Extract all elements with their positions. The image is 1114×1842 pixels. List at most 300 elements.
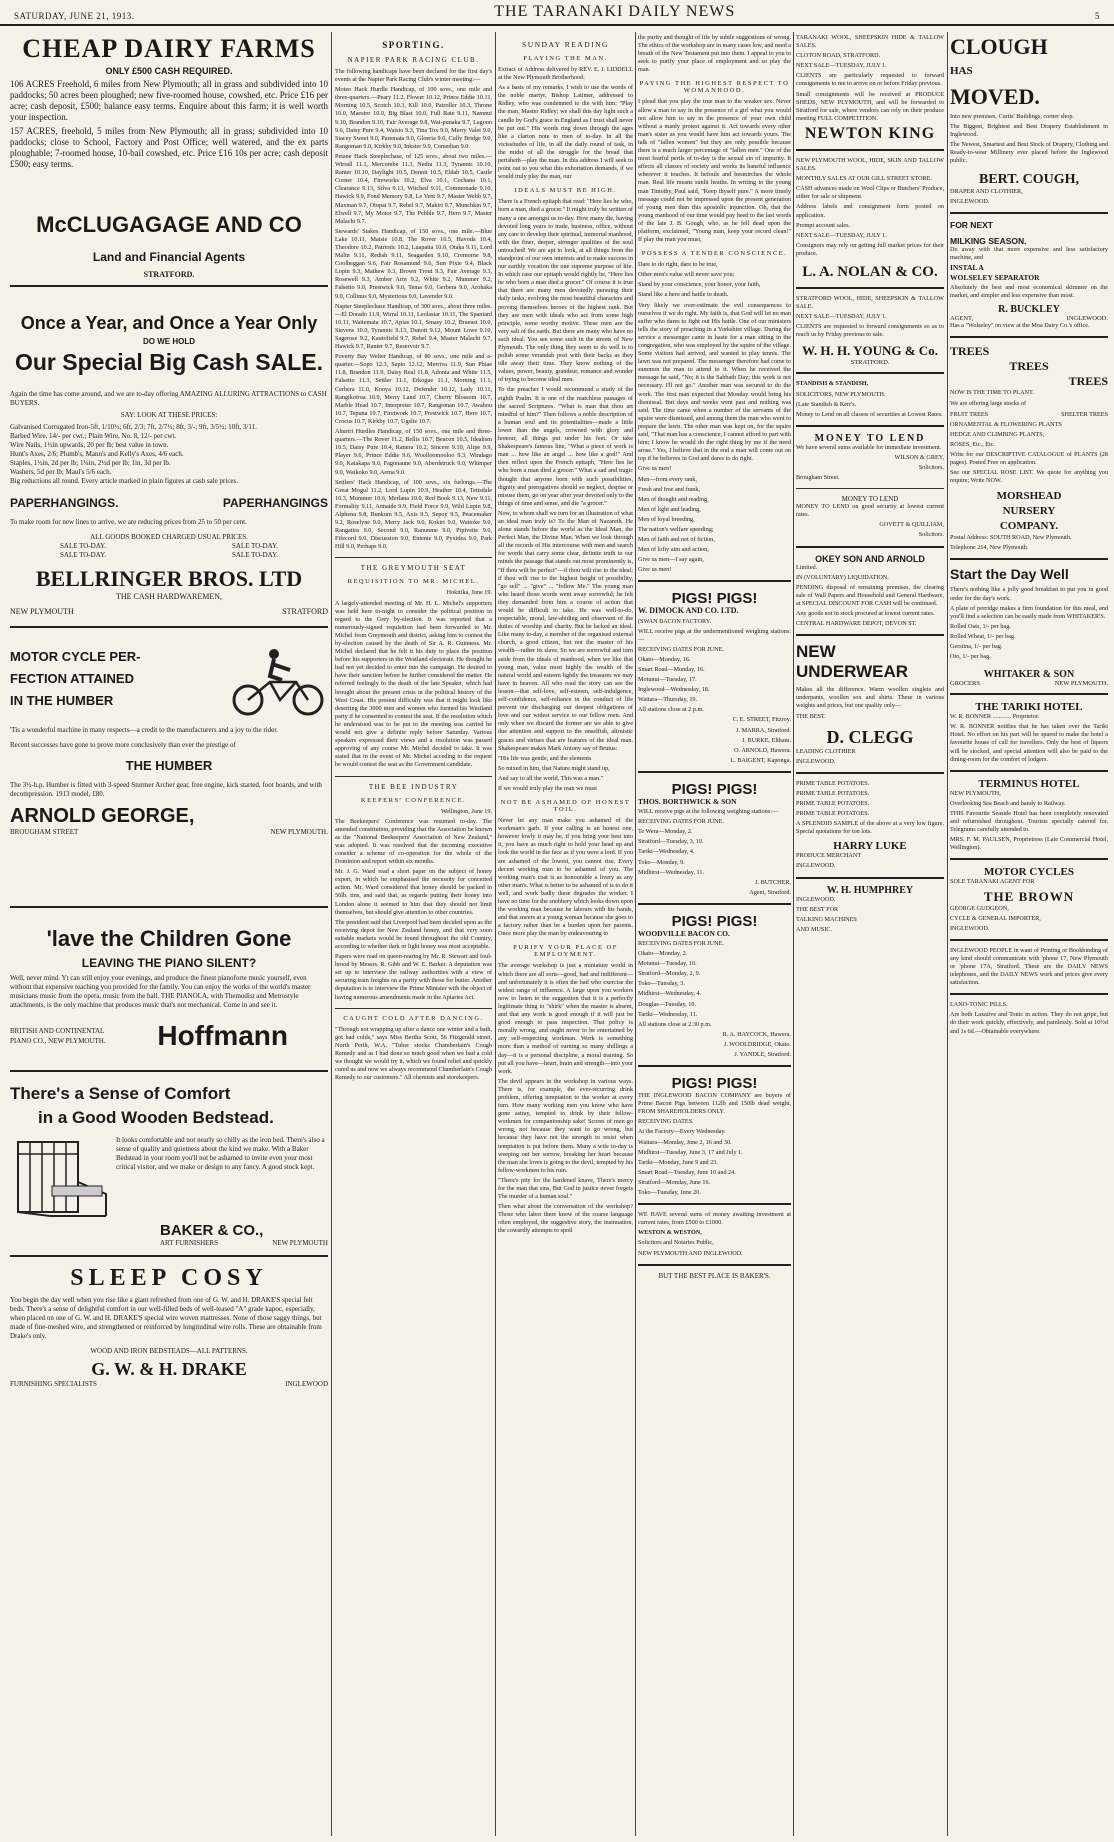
- ad-paragraph: Has a "Wolseley" on view at the Moa Dairy Co.'s office.: [950, 322, 1090, 330]
- ad-paragraph: Again the time has come around, and we are to-day offering AMAZING ALLURING ATTRACTIONS to CASH BUYERS.: [10, 390, 327, 407]
- sale-today: SALE TO-DAY.: [231, 542, 278, 550]
- firm-name: R. BUCKLEY: [998, 304, 1060, 316]
- column-rule: [635, 32, 636, 1836]
- verse-line: Men of lofty aim and action,: [638, 546, 709, 554]
- verse-line: Give us men!: [638, 465, 672, 473]
- verse-line: Other men's value will never save you;: [638, 271, 735, 279]
- article-paragraph: If we would truly play the man we must: [498, 784, 597, 792]
- article-paragraph: The president said that Liverpool had been decided upon as the receiving depot for New Zealand honey, and that very soon suitable markets would be found throughout the old Country, according to whether dark or light honey was most acceptable.: [335, 918, 492, 950]
- quote-line: So mixed in him, that Nature might stand up,: [498, 764, 610, 772]
- firm-name-line: NURSERY: [1002, 505, 1056, 518]
- schedule-line: Motunui—Tuesday, 17.: [638, 676, 697, 684]
- firm-town: STRATFORD.: [143, 270, 195, 279]
- article-paragraph: the purity and thought of life by subtle suggestions of wrong. The ethics of the workshop are in many cases low, and need a breath of the New Testament put into them. I appeal to you to seek to purify your place of employment and so play the man.: [638, 34, 791, 74]
- schedule-line: All stations close at 2.30 p.m.: [638, 1020, 712, 1028]
- proprietor-line: W. R. BONNER ............ Proprietor.: [950, 713, 1039, 721]
- firm-location: NEW PLYMOUTH: [10, 607, 74, 616]
- sale-date: NEXT SALE—TUESDAY, JULY 1.: [796, 231, 887, 239]
- ad-paragraph: MONEY TO LEND on good security at lowest current rates.: [796, 503, 944, 519]
- verse-line: The nation's welfare speeding;: [638, 525, 714, 533]
- ad-paragraph: CLIENTS are requested to forward consignments so as to reach us by Friday previous to sale.: [796, 323, 944, 339]
- article-paragraph: I plead that you play the true man to the weaker sex. Never allow a man to say in the presence of a girl what you would not allow him to say in the presence of your own child without a manly protest against it. Act towards every other man's sister as you would have him act towards yours. The talk of "fallen women" but they are only possible because there is a much larger percentage of "fallen men." One of the most fearful perils of to-day is the sexual sin of impurity. It affects all classes of society and works its baneful influence wherever it touches. It befouls and besmirches the whole man. Real life means sunlit heaths. In writing to the young man Timothy, Paul said, "Keep thyself pure." A more timely message could not be impressed upon the present generation of young men than this apostolic injunction. Oh, that the young manhood of our time would pay heed to the last words of the late J. B. Gough, who, as he fell dead upon the platform, exclaimed, "Young man, keep your record clean!" If play the man you must,: [638, 98, 791, 244]
- article-paragraph: Poverty Bay Welter Handicap, of 80 sovs., one mile and a-quarter.—Sopo 12.3, Sapio 12.12, Merriva 11.9, Sun Phiae 11.8, Brandon 11.9, Daisy Real 11.8, Adonia and White 11.5, Falsetto 11.3, Settler 11.1, Erkogue 11.1, Morning 11.1, Cerbera 11.0, Kooya 10.12, Defender 10.12, Lady 10.11, Rangikoiroa 10.9, Merry Land 10.7, Cherry Blossom 10.7, Marble Head 10.7, Interpreter 10.7, Rangoman 10.7, Awahou 10.7, Tepuna 10.7, Firetwork 10.7, Prestwick 10.7, Hero 10.7, Crocus 10.7, Kirkby 10.7, Ugslie 10.7.: [335, 353, 492, 425]
- ad-headline-line: HAS: [950, 65, 973, 77]
- firm-name-line: COMPANY.: [999, 520, 1059, 533]
- schedule-line: Smart Road—Monday, 16.: [638, 666, 705, 673]
- column-shop-ads: [950, 34, 1108, 1834]
- article-subheading: POSSESS A TENDER CONSCIENCE.: [641, 250, 788, 258]
- ad-paragraph: The Biggest, Brightest and Best Drapery Establishment in Inglewood.: [950, 123, 1108, 139]
- verse-line: Give us men!: [638, 566, 672, 574]
- firm-location: BROUGHAM STREET: [10, 828, 79, 836]
- ad-note: RECEIVING DATES FOR JUNE.: [638, 818, 724, 826]
- ad-subheadline: IN (VOLUNTARY) LIQUIDATION.: [796, 573, 889, 581]
- price-line: Rolled Oats, 1/- per bag.: [950, 622, 1011, 630]
- firm-location: NEW PLYMOUTH AND INGLEWOOD.: [638, 1249, 743, 1257]
- column-rule: [793, 32, 794, 1836]
- ad-paragraph: THIS Favourite Seaside Hotel has been completely renovated and refurnished throughout. Tourists specially catered for. Telegrams carefully attended to.: [950, 809, 1108, 834]
- ad-note: THE BEST FOR: [796, 905, 839, 913]
- ad-paragraph: The 3½-h.p. Humber is fitted with 3-speed Sturmer Archer gear, free engine, kick started, foot boards, and with decompression. 1913 model, £80.: [10, 781, 322, 798]
- ad-paragraph: WE HAVE several sums of money awaiting investment at current rates, from £500 to £1000.: [638, 1211, 791, 1227]
- price-line: Barbed Wire, 14/- per cwt.; Plain Wire, No. 8, 12/- per cwt.: [10, 432, 177, 440]
- ad-headline: TARANAKI WOOL, SHEEPSKIN HIDE & TALLOW SALES.: [796, 34, 944, 50]
- firm-location: INGLEWOOD.: [796, 757, 836, 765]
- article-paragraph: Settlers' Hack Handicap, of 100 sovs., six furlongs.—The Great Mogul 11.2, Lord Lupin 10.9, Heather 10.4, Tetisdale 10.3, Mummer 10.6, Merlana 10.0, Red Book 9.13, New 9.11, Formality 9.11, Annaide 9.9, Field Force 9.9, Wild Lupin 9.8, Alphena 9.8, Bunkum 9.5, Axis 9.5, Sepoy 9.5, Peacemaker 9.2, Roselyne 9.0, Merry Jack 9.0, Kokiri 9.0, Waitoke 9.0, Rangatira 9.0, Second 9.0, Ranunme 9.0, Pipivette 9.0, Fifecord 9.0, Discussion 9.0, Entente 9.0, Pyxidea 9.0, Park Hill 9.0, Perhaps 9.0.: [335, 478, 492, 551]
- firm-name: D. CLEGG: [826, 726, 914, 747]
- article-paragraph: "Through not wrapping up after a dance one winter and a bath, got bad colds," says Miss Bertha Scott, 56 Fitzgerald street, North Perth, W.A. "Tuber stocks Chamberlain's Cough Remedy and as I had done so much good when we had a cold we thought we would try it, which we found relief and quickly cured us and now we always recommend Chamberlain's Cough Remedy to our customers." All chemists and storekeepers.: [335, 1025, 492, 1082]
- ad-headline: Start the Day Well: [950, 566, 1069, 583]
- verse-line: Fresh and free and frank,: [638, 485, 701, 493]
- ad-paragraph: WILL receive pigs at the undermentioned weighing stations:—: [638, 627, 791, 643]
- firm-name: McCLUGAGAGE AND CO: [36, 212, 302, 237]
- ad-paragraph: There's nothing like a jolly good breakfast to put you in good order for the day's work.: [950, 586, 1108, 602]
- article-paragraph: Then what about the conversation of the workshop? Those who labor there know of the coarse language often employed, the suggestive story, the insinuation, the cowardly attempts to spoil: [498, 1203, 633, 1235]
- ad-paragraph: Are both Laxative and Tonic in action. They do not gripe, but do their work quickly, effectively, and painlessly. Sold at 10½d and 1s 6d.—Obtainable everywhere.: [950, 1011, 1108, 1035]
- agent-line: J. BUTCHER,: [755, 878, 791, 886]
- ad-headline: MONEY TO LEND: [841, 495, 899, 504]
- ad-headline: Our Special Big Cash SALE.: [14, 349, 324, 375]
- article-paragraph: Ahuriri Hurdles Handicap, of 150 sovs., one mile and three-quarters.—The Rover 11.2, Bellis 10.7, Beacon 10.5, Idealism 10.5, Daisy Pure 10.4, Ranera 10.2, Sincere 9.10, Alipe 9.9, Player 9.6, Prince Eddie 9.6, Woolloomooloo 9.3, Windago 9.0, Kaiakapa 9.0, Fagonaune 9.0, Aberdstruck 9.0, Whimper 9.0, Waikoko 9.0, Aema 9.0.: [335, 428, 492, 476]
- schedule-line: Midhirst—Wednesday, 4.: [638, 990, 702, 998]
- firm-location: NEW PLYMOUTH.: [1054, 680, 1108, 688]
- ad-note: RECEIVING DATES FOR JUNE.: [638, 939, 724, 947]
- agent-line: J. YANDLE, Stratford.: [734, 1051, 791, 1058]
- ad-subheadline: ONLY £500 CASH REQUIRED.: [105, 66, 233, 76]
- firm-location: NEW PLYMOUTH: [272, 1239, 328, 1247]
- firm-name: ARNOLD GEORGE,: [10, 805, 195, 827]
- firm-name: WILSON & GREY,: [894, 453, 944, 461]
- ad-headline-line: FECTION ATTAINED: [10, 671, 134, 686]
- ad-note: RECEIVING DATES.: [638, 1118, 694, 1126]
- ad-paragraph: Money to Lend on all classes of securities at Lowest Rates.: [796, 410, 943, 418]
- schedule-line: Inglewood—Wednesday, 18.: [638, 686, 710, 694]
- article-headline: CAUGHT COLD AFTER DANCING.: [343, 1014, 484, 1022]
- schedule-line: Okato—Monday, 2.: [638, 950, 688, 958]
- firm-subtitle: Solicitors.: [918, 531, 944, 539]
- verse-line: Dare to do right, dare to be true,: [638, 261, 718, 269]
- article-subheadline: KEEPERS' CONFERENCE.: [360, 796, 467, 804]
- product-line: PRIME TABLE POTATOES.: [796, 789, 870, 797]
- firm-name-line: MORSHEAD: [996, 490, 1062, 503]
- schedule-line: Toko—Monday, 9.: [638, 858, 685, 866]
- ad-paragraph: Into new premises, Curtis' Buildings, corner shop.: [950, 113, 1074, 120]
- firm-subtitle: (Late Standish & Kerr's.: [796, 400, 857, 408]
- schedule-line: Waitara—Thursday, 19.: [638, 696, 698, 704]
- agent-line: R. A. HAYCOCK, Hawera.: [722, 1030, 791, 1038]
- schedule-line: Stratford—Monday, June 16.: [638, 1178, 711, 1186]
- ad-headline: in a Good Wooden Bedstead.: [38, 1108, 274, 1127]
- article-paragraph: Napier Steeplechase Handicap, of 300 sovs., about three miles.—El Dorado 11.9, Wirral 10.11, Leolastar 10.11, The Spaniard 10.11, Waitemata 10.7, Apias 10.1, Smasy 10.2, Braeust 10.0, Stevens 10.0, Tyrannic 9.13, Dunott 9.12, Mount Lowe 9.10, Sagerose 9.2, Kautofield 9.7, Rebel 9.4, Master Malachi 9.7, Hawick 9.7, Ranter 9.7, Reservoir 9.7.: [335, 302, 492, 351]
- ad-headline-line: CLOUGH: [950, 34, 1048, 59]
- sale-today: SALE TO-DAY.: [231, 551, 278, 559]
- newspaper-title: THE TARANAKI DAILY NEWS: [494, 3, 736, 20]
- agent-line: O. ARNOLD, Hawera.: [734, 746, 791, 754]
- article-headline: THE GREYMOUTH SEAT: [360, 564, 467, 573]
- article-subheading: NOT BE ASHAMED OF HONEST TOIL.: [500, 799, 631, 814]
- article-subheadline: REQUISITION TO MR. MICHEL.: [347, 578, 480, 586]
- price-line: Gerstina, 1/- per bag.: [950, 643, 1003, 650]
- motorcycle-illustration: [230, 646, 326, 718]
- ad-paragraph: PENDING disposal of remaining premises, the clearing sale of Wall Papers and Household and General Hardware, at SPECIAL DISCOUNT FOR CASH will be continued.: [796, 583, 944, 607]
- ad-headline: TERMINUS HOTEL: [978, 777, 1080, 790]
- ad-note: RECEIVING DATES FOR JUNE.: [638, 645, 724, 653]
- ad-paragraph: It looks comfortable and not nearly so chilly as the iron bed. There's also a sense of quality and quietness about the kind we make. With a Baker Bedstead in your room you'll not be ashamed to invite even your most critical visitor, and we make or design to any fancy. A good stock kept.: [116, 1136, 325, 1171]
- firm-name: BRITISH AND CONTINENTAL: [10, 1027, 105, 1035]
- piano-ad: [10, 926, 328, 1052]
- firm-location: STRATFORD: [282, 607, 328, 616]
- schedule-line: Midhirst—Tuesday, June 3, 17 and July 1.: [638, 1148, 743, 1156]
- verse-line: Stand like a hero and battle to death.: [638, 291, 729, 299]
- price-line: Oto, 1/- per bag.: [950, 653, 991, 661]
- ad-subheadline: NOW IS THE TIME TO PLANT.: [950, 389, 1034, 397]
- schedule-line: Smart Road—Tuesday, June 10 and 24.: [638, 1168, 736, 1176]
- section-heading: SPORTING.: [382, 40, 445, 50]
- article-subheading: IDEALS MUST BE HIGH.: [514, 187, 617, 195]
- ad-subheadline: INSTAL A: [950, 262, 984, 272]
- firm-name: HARRY LUKE: [833, 840, 907, 853]
- ad-paragraph: Absolutely the best and most economical skimmer on the market, and simpler and less expensive than most.: [950, 284, 1108, 300]
- ad-paragraph: 'Tis a wonderful machine in many respects—a credit to the manufacturers and a joy to the rider.: [10, 726, 278, 734]
- sale-date: NEXT SALE—TUESDAY, JULY 1.: [796, 313, 887, 321]
- verse-line: Men of thought and reading,: [638, 495, 709, 503]
- product-name: WOLSELEY SEPARATOR: [950, 273, 1040, 283]
- cash-sale-ad: [10, 313, 328, 616]
- paperhangings-label: PAPERHANGINGS.: [10, 496, 119, 510]
- firm-subtitle: Solicitors.: [918, 464, 944, 471]
- article-dateline: Wellington, June 19.: [440, 807, 492, 815]
- schedule-line: Stratford—Monday, 2, 9.: [638, 970, 701, 978]
- product-line: HEDGE AND CLIMBING PLANTS,: [950, 430, 1045, 438]
- price-line: Big reductions all round. Every article marked in plain figures at cash sale prices.: [10, 477, 239, 485]
- price-line: Rolled Wheat, 1/- per bag.: [950, 632, 1016, 640]
- ad-paragraph: To make room for new lines to arrive, we are reducing prices from 25 to 50 per cent.: [10, 518, 247, 526]
- ad-headline: MONEY TO LEND: [814, 432, 926, 444]
- quote-line: And say to all the world, This was a man.": [498, 774, 604, 782]
- schedule-line: Douglas—Tuesday, 10.: [638, 1000, 696, 1008]
- product-line: SHELTER TREES: [1061, 410, 1108, 418]
- schedule-line: Okato—Monday, 16.: [638, 655, 691, 663]
- ad-note: Prompt account sales.: [796, 221, 851, 229]
- column-reading-and-pigs: [638, 34, 791, 1834]
- firm-location: INGLEWOOD.: [1066, 315, 1108, 323]
- firm-name: W. H. H. YOUNG & Co.: [802, 343, 938, 359]
- schedule-line: Stratford—Tuesday, 3, 10.: [638, 838, 704, 846]
- ad-paragraph: CLIENTS are particularly requested to forward consignments to me to arrive on or before Friday previous.: [796, 72, 944, 88]
- ad-subheadline: CLOTON ROAD, STRATFORD.: [796, 52, 881, 60]
- ad-subheadline: LEAVING THE PIANO SILENT?: [81, 956, 257, 970]
- sleep-cosy-ad: [10, 1265, 328, 1388]
- ad-headline: There's a Sense of Comfort: [10, 1084, 231, 1103]
- ad-paragraph: You begin the day well when you rise like a giant refreshed from one of G. W. and H. DRAKE'S special felt beds. There's a sense of delightful comfort in our well-filled beds of well-teased "A" grade kapoc, especially, when placed on one of G. W. and H. DRAKE'S special wire woven mattresses. None of those saggy things, but made of fine-meshed wire, and strengthened or reinforced by longitudinal wire rolls. These are obtainable from Drake's only.: [10, 1296, 322, 1340]
- paperhangings-label: PAPERHANGINGS: [222, 496, 328, 510]
- firm-subtitle: LEADING CLOTHIER: [796, 747, 856, 755]
- firm-subtitle: PRODUCE MERCHANT: [796, 852, 862, 860]
- product-name: THE BROWN: [983, 888, 1075, 904]
- firm-role: Land and Financial Agents: [92, 250, 246, 264]
- schedule-line: Tariki—Monday, June 9 and 23.: [638, 1158, 718, 1166]
- ad-paragraph: WILL receive pigs at the following weighing stations:—: [638, 808, 779, 816]
- schedule-line: Toko—Tuesday, June 20.: [638, 1189, 701, 1197]
- article-subheading: PURIFY YOUR PLACE OF EMPLOYMENT.: [513, 944, 618, 959]
- agent-line: L. BAIGENT, Kaponga.: [730, 756, 791, 764]
- quote-line: "His life was gentle, and the elements: [498, 754, 592, 762]
- firm-location: Brougham Street.: [796, 474, 840, 482]
- ad-paragraph: Do away with that more expensive and less satisfactory machine, and: [950, 245, 1108, 261]
- schedule-line: Midhirst—Wednesday, 11.: [638, 868, 705, 876]
- ad-paragraph: Well, never mind. Yt can still enjoy your evenings, and produce the finest pianoforte music yourself, even without that expensive teaching you provided for the family. You can enjoy the works of the world's master musicians music from the opera, music from the hall. THE PIANOLA, with Themodist and Metrostyle attachments, is the only machine that produces music that's not mechanical. Come in and see it.: [10, 974, 311, 1009]
- ad-subheadline: SOLE TARANAKI AGENT FOR: [950, 878, 1035, 886]
- product-line: PRIME TABLE POTATOES.: [796, 799, 870, 807]
- ad-paragraph: We have several sums available for immediate investment.: [796, 443, 942, 451]
- price-line: Wire Nails, 1½in upwards, 20 per lb; best value in town.: [10, 441, 169, 449]
- verse-line: Men of faith and not of fiction,: [638, 536, 715, 544]
- ad-headline: [950, 34, 1108, 109]
- verse-line: Men of loyal breeding,: [638, 515, 695, 523]
- price-line: Washers, 5d per lb; Maul's 5/6 each.: [10, 468, 112, 476]
- price-line: Hunt's Axes, 2/6; Plumb's, Mann's and Kelly's Axes, 4/6 each.: [10, 450, 184, 458]
- article-dateline: Hokitika, June 19.: [446, 589, 492, 597]
- ad-note: ALL GOODS BOOKED CHARGED USUAL PRICES.: [90, 533, 248, 541]
- ad-headline: LANO-TONIC PILLS.: [950, 1001, 1008, 1009]
- ad-paragraph: The Newest, Smartest and Best Stock of Drapery, Clothing and Ready-to-wear Millinery ever placed before the Inglewood public.: [950, 141, 1108, 165]
- ad-headline: CHEAP DAIRY FARMS: [22, 34, 316, 63]
- firm-name: WOODVILLE BACON CO.: [638, 928, 730, 938]
- ad-headline-line: IN THE HUMBER: [10, 693, 114, 708]
- firm-address: Postal Address: SOUTH ROAD, New Plymouth.: [950, 534, 1072, 542]
- ad-note: AND MUSIC.: [796, 925, 833, 933]
- proprietor-line: MRS. F. M. PAULSEN, Proprietress (Late Commercial Hotel, Wellington).: [950, 836, 1108, 852]
- schedule-line: Te Wera—Monday, 2.: [638, 828, 693, 836]
- firm-name: L. A. NOLAN & CO.: [802, 263, 938, 280]
- firm-subtitle: Limited.: [796, 563, 818, 571]
- ad-paragraph: Small consignments will be received at PRODUCE SHEDS, NEW PLYMOUTH, and will be forwarded to Stratford for sale, where vendors can rely on their produce meeting FULL COMPETITION.: [796, 90, 944, 122]
- firm-name: BERT. COUGH,: [979, 171, 1079, 187]
- firm-name: GEORGE GUDGEON,: [950, 904, 1009, 912]
- column-sunday-reading: [498, 34, 633, 1834]
- product-line: PRIME TABLE POTATOES.: [796, 779, 870, 787]
- verse-line: Give us men—I say again,: [638, 556, 704, 564]
- ad-headline: PIGS! PIGS!: [671, 1075, 758, 1093]
- price-list-heading: SAY: LOOK AT THESE PRICES:: [120, 411, 218, 419]
- firm-name: THOS. BORTHWICK & SON: [638, 796, 737, 806]
- article-paragraph: The Beekeepers' Conference was resumed to-day. The amended constitution, providing that the Association be known as the "National Beekeepers' Association of New Zealand," was adopted. It was resolved that the incoming executive consider a scheme of co-operation for the whole of the Dominion and report within six months.: [335, 817, 492, 866]
- ad-paragraph: THE INGLEWOOD BACON COMPANY are buyers of Prime Bacon Pigs between 112lb and 150lb dead weight, FROM SHAREHOLDERS ONLY.: [638, 1092, 791, 1116]
- article-paragraph: There is a French epitaph that read: "Here lies he who, born a man, died a grocer." It might truly be written of many a one amongst us to-day. How many die, having devoted long years to trade, business, office, without any care to develop their spiritual, immortal manhood, with the finer, deeper, stronger qualities of the soul untouched! We are apt to look, at all things from the standpoint of our own interests and to make success in our earthly vocation the one supreme purpose of life. In which case our epitaph would rightly be, "Here lies he who born a man died a grocer." Of course it is true that there are many men devotedly pursuing their daily tasks, evolving the most beautiful characters and proving themselves heroes of the highest rank. But they are men with ideals who act from some high principle, some worthy motive. These men are the very salt of the earth. But there are many who have no such ideal. You see some such in the streets of New Plymouth. The only thing they seem to do well is to polish some verandah post with their backs as they idle away their time. They know nothing of the values, power, beauty, grandeur, romance and wonder of trying to become ideal men.: [498, 198, 633, 384]
- dairy-farms-ad: [10, 34, 328, 279]
- page-number: 5: [1094, 11, 1100, 21]
- firm-location: CENTRAL HARDWARE DEPOT, DEVON ST.: [796, 620, 917, 628]
- article-paragraph: Petane Hack Steeplechase, of 125 sovs., about two miles.—Wirrall 11.1, Mercombe 11.3, Nedra 11.3, Tyrannic 10.10, Ranter 10.10, Daylight 10.5, Dennit 10.5, Eldah 10.5, Castle Corner 10.4, Fireworks 10.2, Elva 10.1, Cochana 10.1, Clearance 9.13, Silva 9.13, Witched 9.11, Commonade 9.10, Hawick 9.9, Fond Memory 9.8, Le Vent 9.7, Master Webb 9.7, Maxman 9.7, Otopai 9.7, Rebel 9.7, Makiri 9.7, Munchkin 9.7, Elwell 9.7, My Motor 9.7, The Pebble 9.7, Hero 9.7, Master Malachi 9.7.: [335, 152, 492, 225]
- article-paragraph: Mr. J. G. Ward read a short paper on the subject of honey export, in which he emphasised the necessity for concerted action. Mr. Ward considered that honey should be packed in 56lb. tins, and said that, as regards putting their honey into London alone it seemed to him that they should not limit themselves, but should give attention to other countries.: [335, 868, 492, 916]
- bedstead-ad: [10, 1084, 328, 1247]
- piano-brand: Hoffmann: [157, 1020, 288, 1051]
- ad-paragraph: Consignors may rely on getting full market prices for their produce.: [796, 241, 944, 257]
- firm-subtitle: Solicitors and Notaries Public,: [638, 1239, 714, 1247]
- ad-paragraph: Any goods not in stock procured at lowest current rates.: [796, 610, 935, 618]
- firm-location: INGLEWOOD: [285, 1380, 328, 1388]
- ad-note: TALKING MACHINES: [796, 915, 857, 923]
- agent-line: J. MARRA, Stratford.: [736, 726, 791, 734]
- ad-paragraph: Makes all the difference. Warm woollen singlets and underpants, woollen sox and shirts. These in various weights and prices, but one quality only—: [796, 686, 944, 710]
- column-rule: [331, 32, 332, 1836]
- ad-paragraph: 106 ACRES Freehold, 6 miles from New Plymouth; all in grass and subdivided into 10 paddocks; 50 acres been ploughed; new five-roomed house, cowshed, etc. Price £16 per acre; cash deposit, £500; balance easy terms. Enquire about this farm; it is well worth your inspection.: [10, 79, 328, 122]
- firm-location: INGLEWOOD.: [950, 197, 990, 205]
- article-paragraph: Moteo Hack Hurdle Handicap, of 100 sovs., one mile and three-quarters.—Peary 11.2, Flower 10.12, Prince Eddie 10.11, Morning 10.5, Scotch 10.3, Kill 10.0, Patroller 10.3, Throne 10.0, Maestro 10.0, Big Blast 10.0, Full Rate 9.11, Namnui 9.10, Brandon 9.10, Fair Average 9.8, Wai-punaka 9.7, Lagoon 9.6, Daisy Pure 9.4, Waisio 9.3, Tina Tox 9.0, Merry Valet 9.0, Stacey Sweet 9.0, Paremata 9.0, Gloeria 9.0, Cully Bridge 9.0, Rangoman 9.0, Kirkby 9.0, Inkster 9.0, Comedian 9.0.: [335, 86, 492, 150]
- firm-name: G. W. & H. DRAKE: [91, 1359, 247, 1379]
- article-paragraph: The average workshop is just a miniature world in which there are all sorts—good, bad and indifferent—and unfortunately it is often the bad who exercise the widest range of influence. A large upon you workers now to listen to the suggestion that it is a perfectly legitimate thing to "shirk" when the master is absent, and that any work is good enough if it will just be good enough to pass inspection. That policy is morally wrong, and ought never to be entertained by any self-respecting workman. Work is something more than a method of earning so many shillings a day—it is a personal discipline, a moral training. So put all you have—heart, brain and strength—into your work.: [498, 962, 633, 1075]
- ad-headline: PIGS! PIGS!: [671, 912, 758, 930]
- firm-location: NEW PLYMOUTH.: [270, 828, 328, 836]
- firm-name: BELLRINGER BROS. LTD: [35, 566, 303, 591]
- firm-subtitle: DRAPER AND CLOTHIER,: [950, 187, 1023, 195]
- firm-name: [950, 489, 1108, 534]
- column-sporting: [335, 34, 492, 1834]
- firm-subtitle: THE CASH HARDWAREMEN,: [116, 592, 222, 601]
- firm-name: W. DIMOCK AND CO. LTD.: [638, 606, 739, 616]
- ad-headline: SLEEP COSY: [70, 1265, 268, 1291]
- ad-paragraph: CASH advances made on Wool Clips or Butchers' Produce, either for sale or shipment.: [796, 185, 944, 201]
- firm-location: INGLEWOOD.: [796, 895, 836, 903]
- firm-name: BAKER & CO.,: [160, 1222, 264, 1239]
- ad-slogan: BUT THE BEST PLACE IS BAKER'S.: [658, 1271, 771, 1280]
- ad-headline: THE TARIKI HOTEL: [975, 701, 1083, 714]
- sale-today: SALE TO-DAY.: [60, 551, 107, 559]
- ad-note: WOOD AND IRON BEDSTEADS—ALL PATTERNS.: [90, 1347, 248, 1355]
- ad-headline: TREES: [1009, 359, 1049, 374]
- schedule-line: All stations close at 2 p.m.: [638, 706, 704, 714]
- product-line: PRIME TABLE POTATOES.: [796, 810, 870, 818]
- column-produce-ads: [796, 34, 944, 1834]
- firm-subtitle: (SWAN BACON FACTORY.: [638, 617, 712, 625]
- article-paragraph: Stewards' Stakes Handicap, of 150 sovs., one mile.—Blue Lake 10.11, Maisie 10.8, The Rover 10.5, Havoda 10.4, Theodore 10.2, Patriotic 10.2, Luapaiia 10.0, Otaka 9.11, Lord Malin 9.11, Redish 9.11, Seagarden 9.10, Cremorne 9.8, Coolbeggan 9.6, Fair Rosamund 9.6, Sun Pixie 9.4, Black Lopin 9.3, Mathew 9.3, Brown Trout 9.3, Fair Average 9.3, Rosewell 9.3, Amber Arm 9.2, White 9.2, Mummer 9.2, Falsetto 9.0, Prestwick 9.0, Tema 9.0, Gerbera 9.0, Arohaka 9.0, Collinus 9.0, Mysterious 9.0, Lavender 9.0.: [335, 227, 492, 300]
- ad-headline: MILKING SEASON.: [950, 235, 1027, 246]
- firm-location: INGLEWOOD.: [950, 924, 990, 932]
- firm-subtitle: SOLICITORS, NEW PLYMOUTH.: [796, 390, 886, 398]
- firm-location: NEW PLYMOUTH,: [950, 789, 1001, 797]
- ad-headline-line: NEW: [796, 642, 836, 662]
- humber-motorcycle-ad: [10, 646, 328, 866]
- firm-name: STANDISH & STANDISH,: [796, 380, 869, 388]
- ad-note: THE BEST.: [796, 712, 826, 720]
- schedule-line: Tariki—Wednesday, 4.: [638, 848, 695, 856]
- article-paragraph: Never let any man make you ashamed of the workman's garb. If your calling is an honest one, however lowly it may be, if you bring your best into it, you have as much right to hold your head up and look the world in the face as if you were a lord. If you are ashamed of the lowest, you cannot rise. Every decent working man to be ashamed of you. The working man's coat is as honourable a livery as any other man's. What is better to be ashamed of is to do it well, and work badly these degrades the worker. I have no time for the snobbery which looks down upon the working man because he labours with his hands, and that sneers at a young woman because she goes to a factory rather than be a burden upon her parents. Once more play the man by endeavouring to: [498, 817, 633, 938]
- schedule-line: At the Factory—Every Wednesday.: [638, 1128, 726, 1136]
- ad-headline: FOR NEXT: [950, 219, 993, 230]
- ad-paragraph: We are offering large stocks of: [950, 399, 1027, 407]
- ad-headline: TREES: [1068, 374, 1108, 389]
- ad-paragraph: 157 ACRES, freehold, 5 miles from New Plymouth; all in grass; subdivided into 10 paddocks; close to School, Factory and Post Office; well watered, and the ex parts ploughable; 7-roomed house, 10-bail cowshed, etc. Price £16 10s per acre; cash deposit £500; easy terms.: [10, 126, 328, 169]
- issue-date: SATURDAY, JUNE 21, 1913.: [14, 11, 135, 21]
- article-paragraph: Very likely we over-estimate the evil consequences to ourselves if we do right. My faith is, that God will let no man suffer who dares to fight out His battle. One of our ministers tells the story of preaching in a Yorkshire village. During the service a messenger came in haste for a man sitting in the congregation, who was employed by the squire of the village. Some visitors had arrived, and wanted to play tennis. The lawn was not prepared. The messenger therefore had come to summon the man to attend to it. When he received the message he said, "No; it is the Sabbath Day; this work is not necessary. I'll not go." Another man was secured to do the work. The first man expected that Monday would bring his dismissal. But days and weeks went past and nothing was said. The time came when a number of the servants of the squire were dismissed, and among them the man who went to prepare the lawn. The other man was kept on, for the squire said, "That man has a conscience; I cannot afford to part with him; I know he would do the right thing by me if the need arose." Yes, I believe that in the end a man will come out on top if he believes in God and dares to do right.: [638, 301, 791, 463]
- firm-subtitle: AGENT,: [950, 315, 974, 323]
- firm-location: INGLEWOOD.: [796, 862, 836, 870]
- article-headline: THE BEE INDUSTRY: [368, 782, 459, 791]
- ad-paragraph: Write for our DESCRIPTIVE CATALOGUE of PLANTS (28 pages). Posted Free on application.: [950, 450, 1108, 466]
- masthead: [0, 0, 1114, 26]
- article-headline: PLAYING THE MAN.: [523, 55, 608, 62]
- ad-headline-line: MOTOR CYCLE PER-: [10, 649, 141, 664]
- product-line: ORNAMENTAL & FLOWERING PLANTS: [950, 420, 1062, 428]
- agent-line: J. WOOLDRIDGE, Okato.: [723, 1040, 791, 1048]
- article-paragraph: As a basis of my remarks, I wish to use the words of the noble martyr, Bishop Latimer, addressed to Ridley, who was condemned to die with him: "Play the man, Master Ridley; we shall this day light such a candle by God's grace in England as I trust shall never be put out." His words ring down through the ages like a clarion note to men of to-day. In all the vicissitudes of life, in all the daily round of task, in the midst of all the struggle for the bread that perisheth—play the man. In this address I will seek to point out to you what this exhortation demands, if we would truly play the man, our: [498, 84, 633, 181]
- article-paragraph: Papers were read on queen-rearing by Mr. R. Stewart and foul-brood by Messrs. R. Gibb and W. E. Barker. A deputation was set up to interview the railway authorities with a view of securing train freights on a parity with those for butter. Another deputation is to interview the Prime Minister with the object of having numerous amendments made in the Apiaries Act.: [335, 953, 492, 1001]
- article-paragraph: The devil appears in the workshop in various ways. There is, for example, the ever-recurring drink problem, offering temptation to the worker at every turn. How many working men you know who have gone astray, tempted to drink by their fellow-workmen for companionship sake! Scores of men go wrong, not because they want to go wrong, but because they have not the strength to resist when temptation is put before them. Many a wife to-day is weeping out her sorrow, breaking her heart because the man she loves is going to the devil, tempted by his fellow-workmen to his ruin.: [498, 1077, 633, 1174]
- ad-headline: TREES: [950, 344, 990, 359]
- schedule-line: Waitara—Monday, June 2, 16 and 30.: [638, 1138, 732, 1146]
- agent-line: Agent, Stratford.: [749, 888, 791, 896]
- column-advertisements-left: [10, 34, 328, 1834]
- ad-headline-line: UNDERWEAR: [796, 662, 909, 682]
- ad-paragraph: Address labels and consignment form posted on application.: [796, 203, 944, 219]
- article-subheading: PAYING THE HIGHEST RESPECT TO WOMANHOOD.: [639, 80, 790, 95]
- firm-subtitle: CYCLE & GENERAL IMPORTER,: [950, 914, 1041, 922]
- firm-subtitle: ART FURNISHERS: [160, 1239, 218, 1247]
- verse-line: Stand by your conscience, your honor, your faith,: [638, 281, 761, 289]
- quote-line: "There's pity for the hardened knave, There's mercy for the man that sins, But God in justice never forgets The murder of a human soul.": [498, 1176, 633, 1201]
- firm-location: PIANO CO., NEW PLYMOUTH.: [10, 1037, 106, 1045]
- schedule-line: Tariki—Wednesday, 11.: [638, 1010, 698, 1018]
- firm-name: WHITAKER & SON: [983, 669, 1075, 681]
- ad-headline: PIGS! PIGS!: [671, 590, 758, 608]
- firm-name: NEWTON KING: [804, 124, 936, 142]
- price-line: Galvanised Corrugated Iron-5ft, 1/10½; 6ft, 2/3; 7ft, 2/7½; 8ft, 3/-; 9ft, 3/5½; 10ft, 3/11.: [10, 423, 257, 431]
- ad-paragraph: Overlooking Sea Beach and handy to Railway.: [950, 799, 1066, 807]
- product-line: ROSES, Etc., Etc.: [950, 440, 996, 448]
- column-rule: [947, 32, 948, 1836]
- schedule-line: Motunui—Tuesday, 10.: [638, 960, 697, 968]
- ad-headline: 'lave the Children Gone: [46, 926, 292, 951]
- ad-paragraph: See our SPECIAL ROSE LIST. We quote for anything you require; Write NOW.: [950, 469, 1108, 485]
- article-paragraph: The following handicaps have been declared for the first day's events at the Napier Park Racing Club's winter meeting:—: [335, 68, 492, 84]
- firm-name: GOVETT & QUILLIAM,: [879, 521, 944, 529]
- bedstead-illustration: [10, 1136, 110, 1218]
- article-paragraph: A largely-attended meeting of Mr. H. L. Michel's supporters was held here to-night to consider the political position in regard to the Grey by-election. It was reported that a numerously-signed requisition had been forwarded to Mr. Michel from Greymouth and district, asking him to contest the by-election caused by the death of Sir A. R. Guinness. Mr. Michel declared that he felt it his duty to place the position before his supporters in the Westland electorate. He thought he had not yet decided to enter into the campaign. He desired to have their sanction before he further considered the matter. He referred feelingly to the death of the late Speaker, which had brought about the present crisis in the political history of the West Coast. His present difficulty was that it might look like deserting the 3000 men and women who formed his Westland party if he consented to contest the seat. If the resolution which he understood was to be put to the meeting was carried he would not give a definite reply before Saturday. Various speakers expressed their views and a resolution was passed approving of any course Mr. Michel decided to take. It was stated that in the event of Mr. Michel acceding to the request he would contest the seat as the Government candidate.: [335, 599, 492, 769]
- ad-headline: MOTOR CYCLES: [984, 866, 1074, 879]
- ad-headline: PIGS! PIGS!: [671, 780, 758, 798]
- firm-location: STRATFORD.: [850, 359, 890, 367]
- ad-paragraph: Recent successes have gone to prove more conclusively than ever the prestige of: [10, 741, 236, 749]
- agent-line: C. E. STREET, Fitzroy.: [732, 716, 791, 724]
- product-line: FRUIT TREES: [950, 410, 989, 418]
- ad-paragraph: W. R. BONNER notifies that he has taken over the Tariki Hotel. No effort on his part will be spared to make the hotel a favourite house of call for travellers. Only the best of liquors will be stocked, and special attention will also be paid to the dining-room for the comfort of lodgers.: [950, 723, 1108, 763]
- sale-date: NEXT SALE—TUESDAY, JULY 1.: [796, 62, 887, 70]
- firm-phone: Telephone 214, New Plymouth.: [950, 544, 1029, 552]
- section-heading: SUNDAY READING: [522, 40, 609, 49]
- ad-paragraph: A plate of porridge makes a firm foundation for this meal, and you'll find a selection can be easily made from WHITAKER'S.: [950, 604, 1108, 620]
- firm-name: OKEY SON AND ARNOLD: [815, 553, 925, 564]
- article-paragraph: To the preacher I would recommend a study of the eighth Psalm. It is one of the matchless passages of the sacred Scriptures. "What is man that thou art mindful of him?" Then follows a noble description of a human soul and its potentialities—made a little lower than the angels, crowned with glory and honour, all things put under his feet. Or take Shakespeare's famous line, "What a piece of work is man ... how like an angel ... how like a god!" And then reflect upon the French epitaph, "Here lies he who born a man died a grocer." What a sad and tragic thought that anyone born with such possibilities, dignity and prerogatives should so neglect, despise or misuse them, go on year after year devoted only to the things of time and sense, and die "a grocer.": [498, 386, 633, 507]
